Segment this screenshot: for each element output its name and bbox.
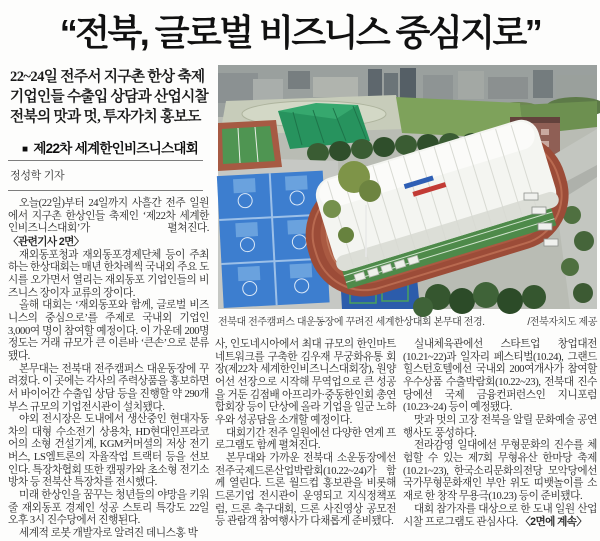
article-photo [218, 65, 597, 309]
subhead-line-2: 기업인들 수출입 상담과 산업시찰 [10, 89, 209, 105]
paragraph: 본무대와 가까운 전북대 소운동장에선 전주국제드론산업박람회(10.22~24)가 함께 열린다. 드론 월드컵 홍보관을 비롯해 드론기업 전시관이 운영되고 지식정책포럼, 드론 축구대회, 드론 사진영상 공모전 등 관람객 참여행사가 다채롭게 준비됐다. [215, 452, 396, 528]
continued-note: 〈2면에 계속〉 [520, 516, 587, 529]
photo-credit: /전북자치도 제공 [527, 317, 597, 328]
paragraph: 맛과 멋의 고장 전북을 알릴 문화예술 공연행사도 풍성하다. [403, 414, 597, 439]
byline: 정성학 기자 [8, 160, 203, 191]
paragraph: 전라감영 일대에선 무형문화의 진수를 체험할 수 있는 제7회 무형유산 한마당 축제(10.21~23), 한국소리문화의전당 모악당에선 국가무형문화재인 부안 위도 띠뱃놀이를 소재로 한 창작 무용극(10.23) 등이 준비됐다. [403, 440, 597, 502]
paragraph: 재외동포청과 재외동포경제단체 등이 주최하는 한상대회는 매년 한차례씩 국내외 주요 도시를 오가면서 열리는 재외동포 기업인들의 비즈니스 장이자 교류의 장이다. [8, 249, 209, 299]
paragraph: 올해 대회는 ‘재외동포와 함께, 글로벌 비즈니스의 중심으로’를 주제로 국내외 기업인 3,000여 명이 참여할 예정이다. 이 가운데 200명 정도는 거래 규모가 큰 이른바 ‘큰손’으로 분류됐다. [8, 300, 209, 362]
paragraph [403, 504, 597, 530]
paragraph: 실내체육관에선 스타트업 창업대전(10.21~22)과 일자리 페스티벌(10.24), 그랜드힐스턴호텔에선 국내외 200여개사가 참여할 우수상품 수출박람회(10.22~23), 전북대 진수당에선 국제 금융컨퍼런스인 지니포럼(10.23~24) 등이 예정됐다. [403, 339, 597, 414]
paragraph: 야외 전시장은 도내에서 생산중인 현대자동차의 대형 수소전기 상용차, HD현대인프라코어의 소형 건설기계, KGM커머셜의 저상 전기버스, LS엠트론의 자율작업 트랙터 등을 선보인다. 특장차협회 또한 캠핑카와 초소형 전기소방차 등 전북산 특장차를 전시했다. [8, 414, 209, 489]
paragraph: 사, 인도네시아에서 최대 규모의 한인마트 네트워크를 구축한 김우재 무궁화유통 회장(제22차 세계한인비즈니스대회장), 원양어선 선장으로 시작해 무역업으로 큰 성공을 거둔 김점배 아프리카·중동한인회 총연합회장 등이 단상에 올라 기업을 일군 노하우와 성공담을 소개할 예정이다. [215, 339, 396, 426]
paragraph [8, 198, 209, 250]
paragraph-text: 대회 참가자를 대상으로 한 도내 일원 산업시찰 프로그램도 관심사다. [403, 503, 597, 529]
paragraph: 미래 한상인을 꿈꾸는 청년들의 야망을 키워 줄 재외동포 경제인 성공 스토리 특강도 22일 오후 3시 진수당에서 진행된다. [8, 490, 209, 527]
related-article-note: 〈관련기사 2면〉 [8, 235, 84, 248]
paragraph: 본무대는 전북대 전주캠퍼스 대운동장에 꾸려졌다. 이 곳에는 각사의 주력상품을 홍보하면서 바이어간 수출입 상담 등을 진행할 약 290개 부스 규모의 기업전시관이 설치됐다. [8, 363, 209, 413]
square-bullet-icon: ■ [22, 144, 28, 155]
body-column-3 [403, 339, 597, 533]
section-header [22, 137, 212, 157]
paragraph: 대회기간 전주 일원에선 다양한 연계 프로그램도 함께 펼쳐진다. [215, 427, 396, 452]
subheadline [10, 67, 215, 127]
photo-caption-row [218, 313, 597, 328]
subhead-line-1: 22~24일 전주서 지구촌 한상 축제 [10, 69, 205, 85]
section-label: 제22차 세계한인비즈니스대회 [33, 141, 199, 156]
body-column-2 [215, 339, 396, 533]
subhead-line-3: 전북의 맛과 멋, 투자가치 홍보도 [10, 109, 201, 125]
page-title: “전북, 글로벌 비즈니스 중심지로” [59, 12, 541, 53]
paragraph: 세계적 로봇 개발자로 알려진 데니스홍 박 [19, 528, 198, 540]
photo-caption: 전북대 전주캠퍼스 대운동장에 꾸려진 세계한상대회 본무대 전경. [218, 317, 485, 328]
aerial-campus-illustration [218, 65, 597, 309]
body-column-1 [8, 198, 209, 540]
paragraph-text: 오늘(22일)부터 24일까지 사흘간 전주 일원에서 지구촌 한상인들 축제인 ‘제22차 세계한인비즈니스대회’가 펼쳐진다. [8, 198, 209, 235]
